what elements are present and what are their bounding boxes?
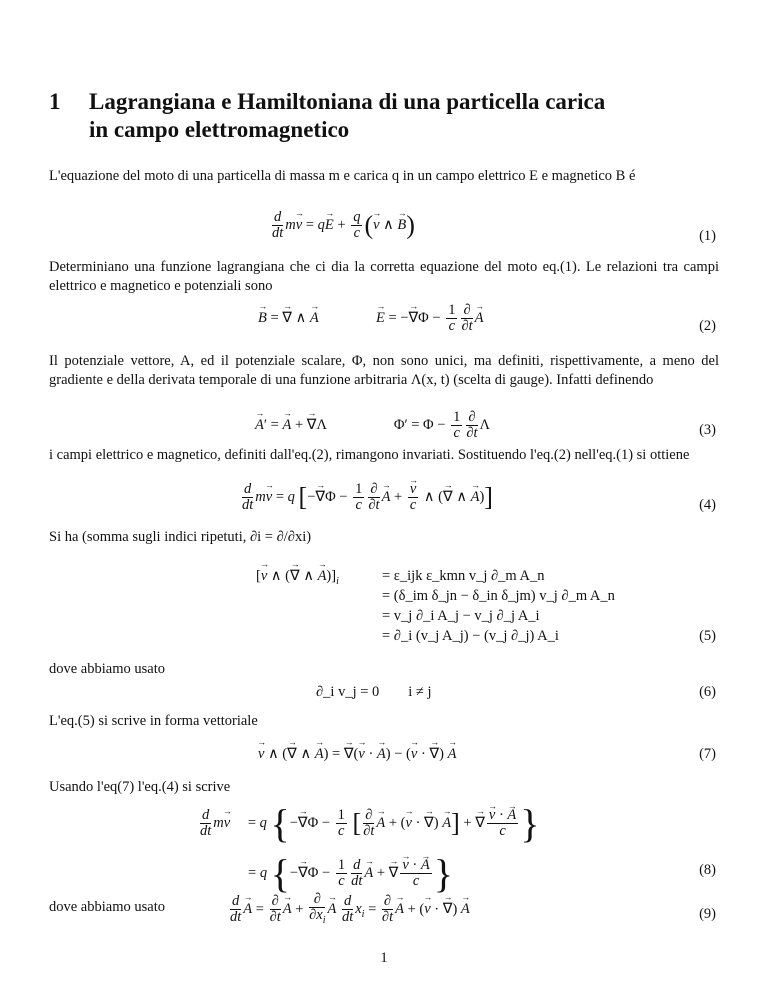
equation-number-7: (7) [699,746,716,762]
equation-number-2: (2) [699,318,716,334]
equation-number-1: (1) [699,228,716,244]
equation-5-row-4: = ∂_i (v_j A_j) − (v_j ∂_j) A_i [382,628,559,644]
equation-3: → A′ = → A + → ∇Λ Φ′ = Φ − $\frac{1}{c}$ $\frac{\partial}{\partial t}$ Λ [255,410,490,441]
paragraph-vector-form: L'eq.(5) si scrive in forma vettoriale [49,713,258,729]
equation-5-row-3: = v_j ∂_i A_j − v_j ∂_j A_i [382,608,540,624]
paragraph-gauge: Il potenziale vettore, A, ed il potenziale scalare, Φ, non sono unici, ma definiti, rispettivamente, a meno del gradiente e della derivata temporale di una funzione arbitraria Λ(x, t) (scelta di gauge). Infatti definendo [49,353,719,388]
equation-5-lhs: [→ v ∧ (→ ∇ ∧ → $A)]_i$ [256,568,339,587]
equation-number-3: (3) [699,422,716,438]
paragraph-used-1: dove abbiamo usato [49,661,165,677]
equation-5-row-2: = (δ_im δ_jn − δ_in δ_jm) v_j ∂_m A_n [382,588,615,604]
paragraph-index-notation: Si ha (somma sugli indici ripetuti, ∂i = ∂/∂xi) [49,529,312,545]
equation-2: → B = → ∇ ∧ → A → E = −→ ∇Φ − $\frac{1}{c}$ $\frac{\partial}{\partial t}$ → A [258,303,484,334]
equation-number-9: (9) [699,906,716,922]
page-number: 1 [380,950,388,966]
equation-number-8: (8) [699,862,716,878]
equation-number-4: (4) [699,497,716,513]
equation-4: $\frac{d}{dt}$ m→ v = q [−→ ∇Φ − $\frac{1}{c}$ $\frac{\partial}{\partial t}$ → A + → $\frac{v}{c}$ ∧ (→ ∇ ∧ → A)] [240,482,493,513]
paragraph-using-eq7: Usando l'eq(7) l'eq.(4) si scrive [49,779,231,795]
equation-6: ∂_i v_j = 0 i ≠ j [316,684,432,700]
equation-7: → v ∧ (→ ∇ ∧ → A) = → ∇(→ v · → A) − (→ v · → ∇) → A [258,746,456,763]
paragraph-used-2: dove abbiamo usato [49,899,165,915]
paragraph-intro: L'equazione del moto di una particella di massa m e carica q in un campo elettrico E e magnetico B é [49,168,636,184]
section-title: Lagrangiana e Hamiltoniana di una particella carica in campo elettromagnetico [89,89,606,142]
equation-8-line-2: = q {−→ ∇Φ − $\frac{1}{c}$ $\frac{d}{dt}$ → A + → ∇ → $\frac{v \cdot \to A}{c}$ } [248,850,453,897]
equation-number-6: (6) [699,684,716,700]
paragraph-lagrangian: Determiniano una funzione lagrangiana che ci dia la corretta equazione del moto eq.(1). Le relazioni tra campi elettrico e magnetico e potenziali sono [49,259,719,294]
section-number: 1 [49,89,61,114]
equation-number-5: (5) [699,628,716,644]
equation-8-line-1: $\frac{d}{dt}$ m→ v = q {−→ ∇Φ − $\frac{1}{c}$ [ $\frac{\partial}{\partial t}$ → A + (→ v · → ∇) → A] + → ∇ → $\frac{v \cdot \to A}{c}$ } [198,800,539,847]
equation-1: $\frac{d}{dt}$ m→ v = q→ E + $\frac{q}{c}$ (→ v ∧ → B) [270,210,415,241]
paragraph-substitution: i campi elettrico e magnetico, definiti dall'eq.(2), rimangono invariati. Sostituendo l'eq.(2) nell'eq.(1) si ottiene [49,447,690,463]
equation-9: $\frac{d}{dt}$ → A = $\frac{\partial}{\partial t}$ → A + $\frac{\partial}{\partial x_i}$ → A $\frac{d}{dt}$ $x_i$ = $\frac{\partial}{\partial t}$ → A + (→ v · → ∇) → A [228,892,470,928]
equation-5-row-1: = ε_ijk ε_kmn v_j ∂_m A_n [382,568,545,584]
